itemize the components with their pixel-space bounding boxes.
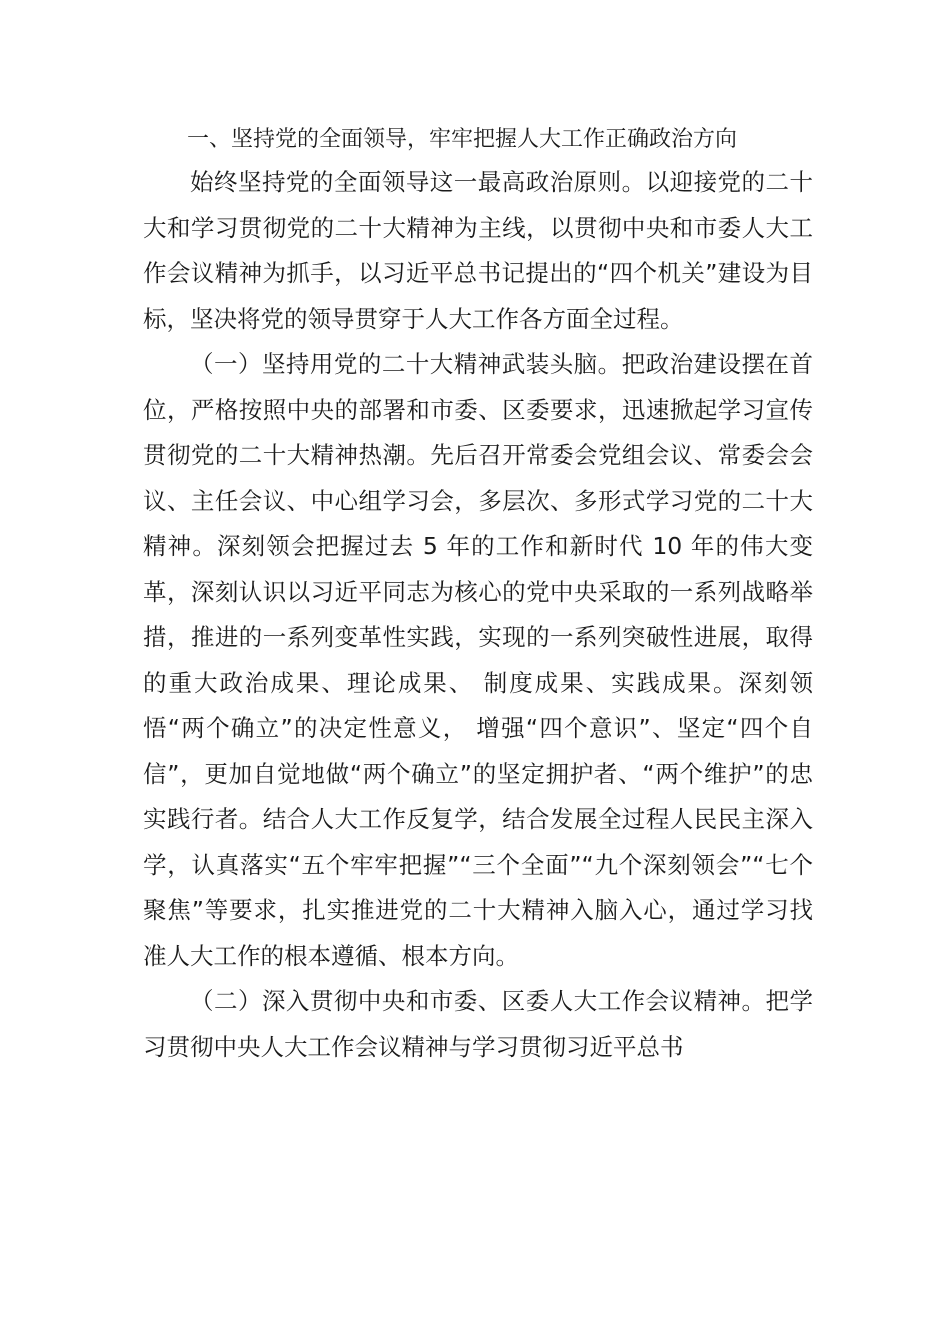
document-body <box>143 120 813 1070</box>
section-heading: 一、坚持党的全面领导，牢牢把握人大工作正确政治方向 <box>187 127 738 152</box>
paragraph-intro: 始终坚持党的全面领导这一最高政治原则。以迎接党的二十大和学习贯彻党的二十大精神为主线，以贯彻中央和市委人大工作会议精神为抓手，以习近平总书记提出的“四个机关”建设为目标，坚决将党的领导贯穿于人大工作各方面全过程。 <box>143 168 813 333</box>
paragraph-subsection-one: （一）坚持用党的二十大精神武装头脑。把政治建设摆在首位，严格按照中央的部署和市委、区委要求，迅速掀起学习宣传贯彻党的二十大精神热潮。先后召开常委会党组会议、常委会会议、主任会议、中心组学习会，多层次、多形式学习党的二十大精神。深刻领会把握过去 5 年的工作和新时代 10 年的伟大变革，深刻认识以习近平同志为核心的党中央采取的一系列战略举措，推进的一系列变革性实践，实现的一系列突破性进展，取得的重大政治成果、理论成果、 制度成果、实践成果。深刻领悟“两个确立”的决定性意义， 增强“四个意识”、坚定“四个自信”，更加自觉地做“两个确立”的坚定拥护者、“两个维护”的忠实践行者。结合人大工作反复学，结合发展全过程人民民主深入学，认真落实“五个牢牢把握”“三个全面”“九个深刻领会”“七个聚焦”等要求，扎实推进党的二十大精神入脑入心，通过学习找准人大工作的根本遵循、根本方向。 <box>143 350 813 970</box>
paragraph-subsection-two: （二）深入贯彻中央和市委、区委人大工作会议精神。把学习贯彻中央人大工作会议精神与学习贯彻习近平总书 <box>143 987 813 1061</box>
